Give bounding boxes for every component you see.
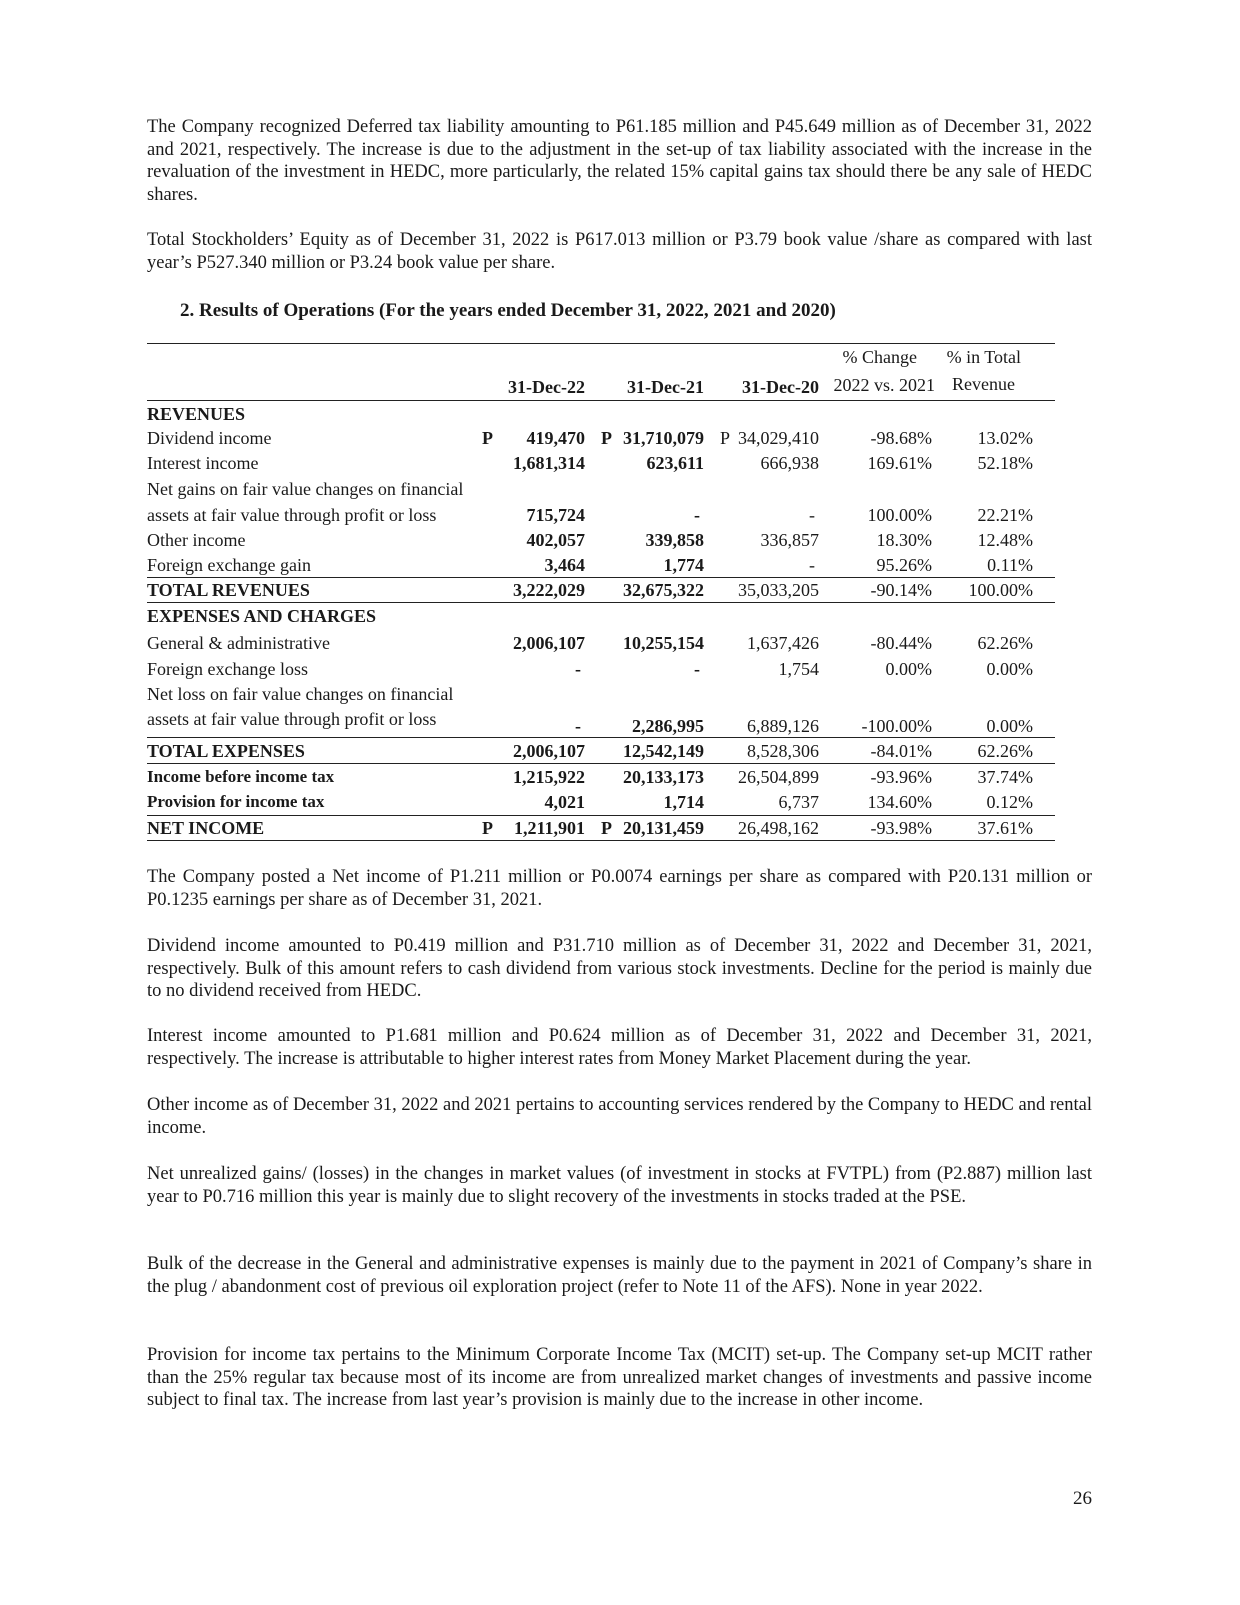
value-change: -98.68% bbox=[870, 428, 932, 448]
total-expenses-top-rule bbox=[147, 737, 1055, 738]
expenses-heading: EXPENSES AND CHARGES bbox=[147, 606, 377, 626]
value-pct-revenue: 12.48% bbox=[977, 530, 1033, 550]
table-top-rule bbox=[147, 343, 1055, 344]
value-change: -93.98% bbox=[870, 818, 932, 838]
paragraph-interest: Interest income amounted to P1.681 million and P0.624 million as of December 31, 2022 and December 31, 2021, respectively. The increase is attributable to higher interest rates from Money Market Placement during the year. bbox=[147, 1026, 1092, 1069]
value-change: 100.00% bbox=[867, 505, 932, 525]
row-label: Other income bbox=[147, 530, 246, 550]
value-2022: 1,215,922 bbox=[513, 767, 585, 787]
value-2020: 26,504,899 bbox=[738, 767, 819, 787]
header-change-line1: % Change bbox=[842, 347, 917, 367]
currency-symbol: P bbox=[482, 428, 493, 448]
header-pct-line2: Revenue bbox=[952, 374, 1015, 394]
value-2020: 6,737 bbox=[778, 792, 819, 812]
value-pct-revenue: 37.61% bbox=[977, 818, 1033, 838]
value-2021: 20,133,173 bbox=[623, 767, 704, 787]
value-pct-revenue: 13.02% bbox=[977, 428, 1033, 448]
value-2021: 20,131,459 bbox=[623, 818, 704, 838]
value-2021: 32,675,322 bbox=[623, 580, 704, 600]
net-income-top-rule bbox=[147, 815, 1055, 816]
value-2020: 1,754 bbox=[778, 659, 819, 679]
row-label: NET INCOME bbox=[147, 818, 265, 838]
value-2022: 2,006,107 bbox=[513, 741, 585, 761]
currency-symbol: P bbox=[601, 818, 612, 838]
value-2022: 1,211,901 bbox=[513, 818, 585, 838]
row-label: Interest income bbox=[147, 453, 259, 473]
value-change: -93.96% bbox=[870, 767, 932, 787]
value-2022: 3,222,029 bbox=[513, 580, 585, 600]
row-label: Provision for income tax bbox=[147, 792, 325, 811]
paragraph-ga-expenses: Bulk of the decrease in the General and administrative expenses is mainly due to the payment in 2021 of Company’s share in the plug / abandonment cost of previous oil exploration project (refer to Note 11 of the AFS). None in year 2022. bbox=[147, 1254, 1092, 1297]
value-2020: 666,938 bbox=[760, 453, 819, 473]
value-pct-revenue: 52.18% bbox=[977, 453, 1033, 473]
value-2020: 35,033,205 bbox=[738, 580, 819, 600]
value-2022: - bbox=[575, 716, 581, 736]
value-2020: 34,029,410 bbox=[738, 428, 819, 448]
paragraph-other-income: Other income as of December 31, 2022 and 2021 pertains to accounting services rendered by the Company to HEDC and rental income. bbox=[147, 1095, 1092, 1138]
currency-symbol: P bbox=[482, 818, 493, 838]
value-2022: 4,021 bbox=[544, 792, 585, 812]
table-bottom-rule bbox=[147, 840, 1055, 841]
value-2021: 339,858 bbox=[645, 530, 704, 550]
value-2020: - bbox=[809, 555, 815, 575]
header-change-line2: 2022 vs. 2021 bbox=[833, 375, 935, 395]
value-2020: - bbox=[809, 505, 815, 525]
value-2021: 2,286,995 bbox=[632, 716, 704, 736]
value-pct-revenue: 37.74% bbox=[977, 767, 1033, 787]
value-2021: 31,710,079 bbox=[623, 428, 704, 448]
value-2022: 419,470 bbox=[526, 428, 585, 448]
row-label: TOTAL REVENUES bbox=[147, 580, 310, 600]
value-pct-revenue: 22.21% bbox=[977, 505, 1033, 525]
header-31-dec-21: 31-Dec-21 bbox=[627, 377, 704, 397]
value-2021: - bbox=[694, 505, 700, 525]
paragraph-dividend: Dividend income amounted to P0.419 million and P31.710 million as of December 31, 2022 and December 31, 2021, respectively. Bulk of this amount refers to cash dividend from various stock investments. Decline for the period is mainly due to no dividend received from HEDC. bbox=[147, 936, 1092, 1001]
page-number: 26 bbox=[1073, 1488, 1092, 1509]
row-label: Foreign exchange loss bbox=[147, 659, 308, 679]
value-2020: 1,637,426 bbox=[747, 633, 819, 653]
value-2021: 623,611 bbox=[646, 453, 704, 473]
value-2021: 10,255,154 bbox=[623, 633, 704, 653]
value-pct-revenue: 62.26% bbox=[977, 633, 1033, 653]
row-label: Income before income tax bbox=[147, 767, 335, 786]
section-heading: 2. Results of Operations (For the years ended December 31, 2022, 2021 and 2020) bbox=[180, 300, 836, 321]
total-revenues-bottom-rule bbox=[147, 602, 1055, 603]
value-2021: 1,714 bbox=[663, 792, 704, 812]
value-change: -100.00% bbox=[861, 716, 932, 736]
value-2021: - bbox=[694, 659, 700, 679]
paragraph-unrealized: Net unrealized gains/ (losses) in the changes in market values (of investment in stocks at FVTPL) from (P2.887) million last year to P0.716 million this year is mainly due to slight recovery of the investments in stocks traded at the PSE. bbox=[147, 1164, 1092, 1207]
value-change: -80.44% bbox=[870, 633, 932, 653]
value-change: 169.61% bbox=[867, 453, 932, 473]
header-31-dec-22: 31-Dec-22 bbox=[508, 377, 585, 397]
row-label-line2: assets at fair value through profit or loss bbox=[147, 505, 437, 525]
ibt-top-rule bbox=[147, 763, 1055, 764]
header-pct-line1: % in Total bbox=[946, 347, 1021, 367]
value-pct-revenue: 0.00% bbox=[986, 659, 1033, 679]
value-change: -90.14% bbox=[870, 580, 932, 600]
value-change: -84.01% bbox=[870, 741, 932, 761]
value-2020: 6,889,126 bbox=[747, 716, 819, 736]
value-pct-revenue: 100.00% bbox=[968, 580, 1033, 600]
row-label: TOTAL EXPENSES bbox=[147, 741, 305, 761]
header-rule bbox=[147, 400, 1055, 401]
value-2022: - bbox=[575, 659, 581, 679]
value-pct-revenue: 0.12% bbox=[986, 792, 1033, 812]
value-2020: 8,528,306 bbox=[747, 741, 819, 761]
currency-symbol: P bbox=[720, 428, 731, 448]
paragraph-provision: Provision for income tax pertains to the Minimum Corporate Income Tax (MCIT) set-up. The Company set-up MCIT rather than the 25% regular tax because most of its income are from unrealized market changes of investments and passive income subject to final tax. The increase from last year’s provision is mainly due to the increase in other income. bbox=[147, 1345, 1092, 1410]
row-label-line1: Net gains on fair value changes on financial bbox=[147, 479, 464, 499]
value-2021: 12,542,149 bbox=[623, 741, 704, 761]
row-label: General & administrative bbox=[147, 633, 330, 653]
value-pct-revenue: 0.11% bbox=[987, 555, 1033, 575]
value-change: 95.26% bbox=[876, 555, 932, 575]
paragraph-net-income: The Company posted a Net income of P1.211 million or P0.0074 earnings per share as compared with P20.131 million or P0.1235 earnings per share as of December 31, 2021. bbox=[147, 867, 1092, 910]
value-2021: 1,774 bbox=[663, 555, 704, 575]
row-label: Foreign exchange gain bbox=[147, 555, 311, 575]
value-2022: 1,681,314 bbox=[513, 453, 585, 473]
value-change: 0.00% bbox=[885, 659, 932, 679]
value-2022: 715,724 bbox=[526, 505, 585, 525]
value-2022: 402,057 bbox=[526, 530, 585, 550]
value-change: 134.60% bbox=[867, 792, 932, 812]
header-31-dec-20: 31-Dec-20 bbox=[742, 377, 819, 397]
currency-symbol: P bbox=[601, 428, 612, 448]
value-change: 18.30% bbox=[876, 530, 932, 550]
value-pct-revenue: 0.00% bbox=[986, 716, 1033, 736]
value-2020: 336,857 bbox=[760, 530, 819, 550]
revenues-heading: REVENUES bbox=[147, 404, 246, 424]
paragraph-equity: Total Stockholders’ Equity as of December 31, 2022 is P617.013 million or P3.79 book value /share as compared with last year’s P527.340 million or P3.24 book value per share. bbox=[147, 230, 1092, 273]
value-2022: 3,464 bbox=[544, 555, 585, 575]
value-2022: 2,006,107 bbox=[513, 633, 585, 653]
row-label-line2: assets at fair value through profit or loss bbox=[147, 709, 437, 729]
value-2020: 26,498,162 bbox=[738, 818, 819, 838]
row-label-line1: Net loss on fair value changes on financial bbox=[147, 684, 454, 704]
value-pct-revenue: 62.26% bbox=[977, 741, 1033, 761]
paragraph-deferred-tax: The Company recognized Deferred tax liability amounting to P61.185 million and P45.649 million as of December 31, 2022 and 2021, respectively. The increase is due to the adjustment in the set-up of tax liability associated with the increase in the revaluation of the investment in HEDC, more particularly, the related 15% capital gains tax should there be any sale of HEDC shares. bbox=[147, 117, 1092, 205]
row-label: Dividend income bbox=[147, 428, 272, 448]
total-revenues-top-rule bbox=[147, 577, 1055, 578]
